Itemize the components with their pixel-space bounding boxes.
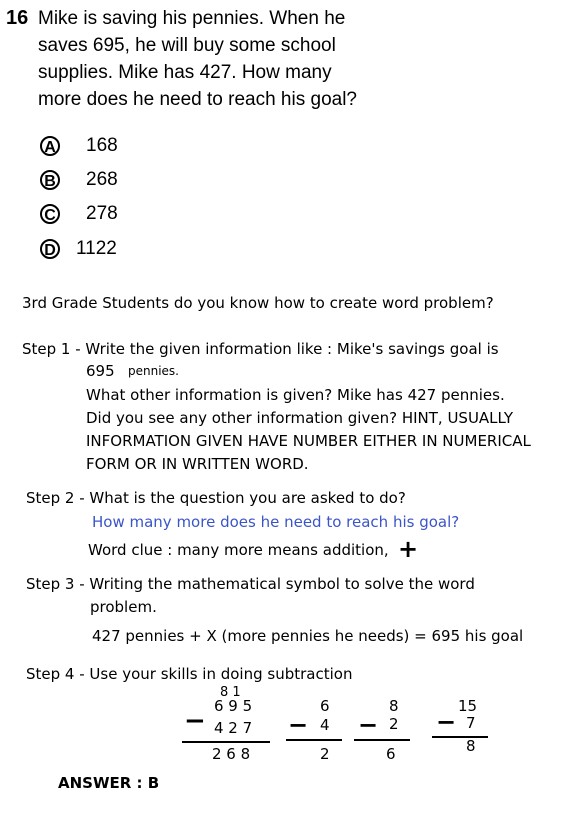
step1-line-6: FORM OR IN WRITTEN WORD.: [86, 455, 309, 473]
minus-sign: −: [288, 711, 309, 739]
problem3-rule: [354, 739, 410, 741]
step3-line-2: problem.: [90, 598, 157, 616]
minus-sign: −: [358, 711, 379, 739]
choice-c[interactable]: [40, 204, 60, 225]
choice-letter-d: D: [40, 239, 60, 259]
problem1-result: 2 6 8: [212, 745, 251, 763]
step3-line-1: Step 3 - Writing the mathematical symbol to solve the word: [26, 575, 475, 593]
problem2-top: 6: [320, 697, 330, 715]
problem4-top: 15: [458, 697, 478, 715]
problem3-result: 6: [386, 745, 396, 763]
step1-goal-unit: pennies.: [128, 364, 179, 378]
borrow-digits: 8 1: [220, 685, 241, 700]
question-line-1: Mike is saving his pennies. When he: [38, 8, 346, 29]
problem4-bottom: 7: [466, 714, 476, 732]
step4-line-1: Step 4 - Use your skills in doing subtraction: [26, 665, 353, 683]
step1-line-3: What other information is given? Mike has 427 pennies.: [86, 386, 505, 404]
problem2-bottom: 4: [320, 716, 330, 734]
problem4-result: 8: [466, 737, 476, 755]
problem1-top: 6 9 5: [214, 697, 253, 715]
choice-letter-c: C: [40, 204, 60, 224]
step1-goal-value: 695: [86, 362, 115, 380]
step1-line-1: Step 1 - Write the given information like : Mike's savings goal is: [22, 340, 499, 358]
choice-a-value: 168: [86, 135, 118, 156]
intro-text: 3rd Grade Students do you know how to create word problem?: [22, 294, 494, 312]
problem3-bottom: 2: [389, 715, 399, 733]
minus-sign: −: [436, 708, 457, 736]
question-number: 16: [6, 7, 29, 29]
choice-b-value: 268: [86, 169, 118, 190]
plus-symbol: +: [398, 535, 419, 563]
step2-question: How many more does he need to reach his goal?: [92, 513, 460, 531]
step3-equation: 427 pennies + X (more pennies he needs) = 695 his goal: [92, 627, 524, 645]
choice-a[interactable]: [40, 136, 60, 157]
step1-line-4: Did you see any other information given? HINT, USUALLY: [86, 409, 514, 427]
choice-letter-b: B: [40, 170, 60, 190]
question-line-2: saves 695, he will buy some school: [38, 35, 336, 56]
question-line-3: supplies. Mike has 427. How many: [38, 62, 332, 83]
step1-line-5: INFORMATION GIVEN HAVE NUMBER EITHER IN NUMERICAL: [86, 432, 531, 450]
problem3-top: 8: [389, 697, 399, 715]
choice-d-value: 1122: [76, 238, 117, 259]
problem1-bottom: 4 2 7: [214, 719, 253, 737]
choice-letter-a: A: [40, 136, 60, 156]
problem2-result: 2: [320, 745, 330, 763]
step2-line-1: Step 2 - What is the question you are asked to do?: [26, 489, 406, 507]
minus-sign: −: [184, 706, 206, 736]
answer-text: ANSWER : B: [58, 774, 160, 792]
question-line-4: more does he need to reach his goal?: [38, 89, 357, 110]
problem2-rule: [286, 739, 342, 741]
problem1-rule: [182, 741, 270, 743]
choice-c-value: 278: [86, 203, 118, 224]
choice-d[interactable]: [40, 239, 60, 260]
step2-clue: Word clue : many more means addition,: [88, 541, 389, 559]
choice-b[interactable]: [40, 170, 60, 191]
problem4-rule: [432, 736, 488, 738]
